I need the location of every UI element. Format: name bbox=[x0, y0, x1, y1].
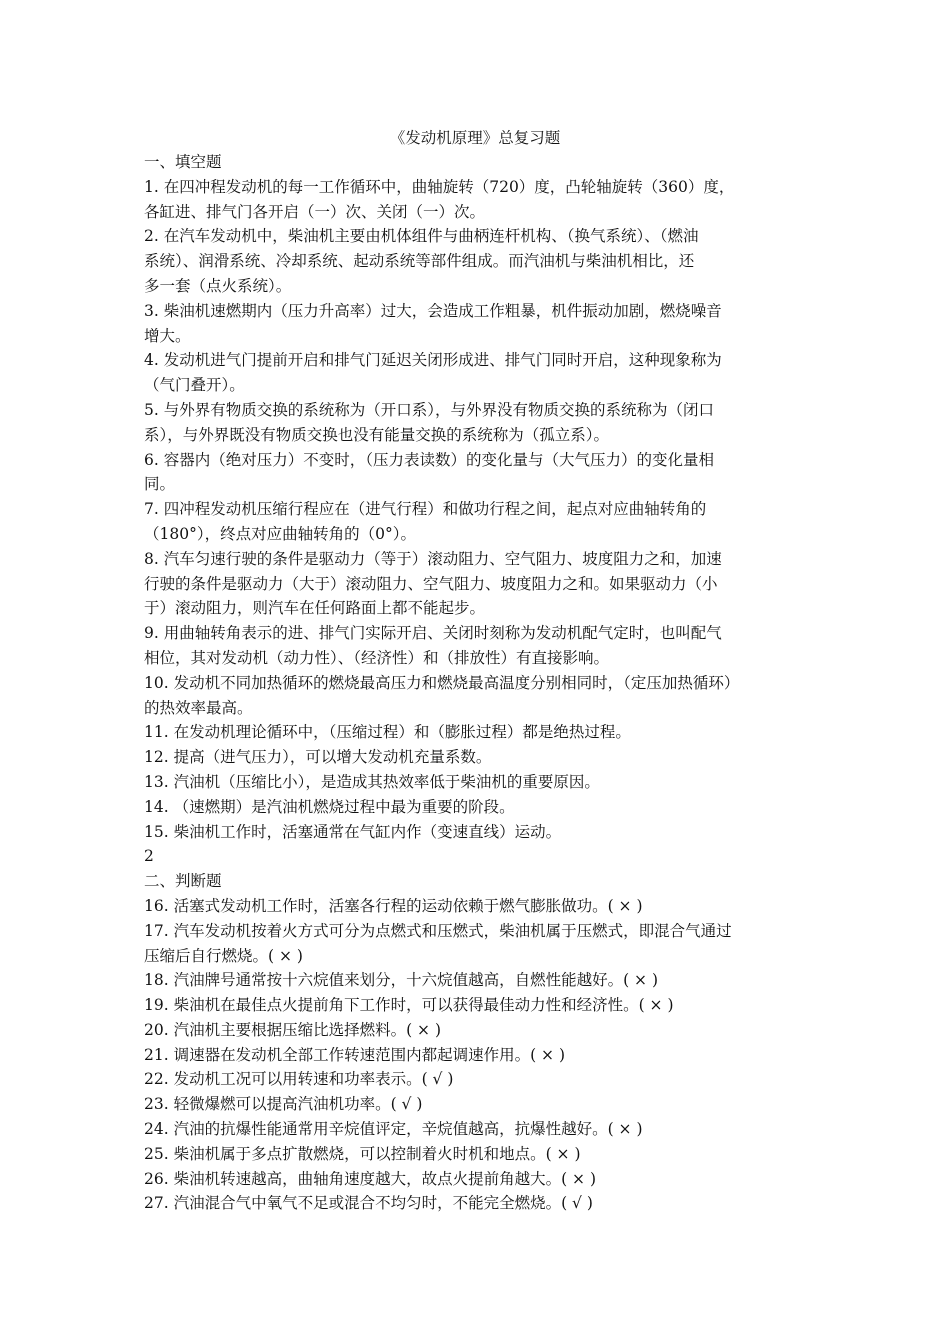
text-line: 系统）、润滑系统、冷却系统、起动系统等部件组成。而汽油机与柴油机相比，还 bbox=[144, 252, 695, 271]
document-title: 《发动机原理》总复习题 bbox=[389, 129, 561, 147]
text-line: 多一套（点火系统）。 bbox=[144, 276, 292, 295]
text-line: （气门叠开）。 bbox=[144, 376, 245, 395]
text-line: 22. 发动机工况可以用转速和功率表示。( √ ) bbox=[144, 1070, 454, 1089]
text-line: 23. 轻微爆燃可以提高汽油机功率。( √ ) bbox=[144, 1095, 423, 1114]
text-line: 20. 汽油机主要根据压缩比选择燃料。( × ) bbox=[144, 1020, 442, 1039]
section-heading-fill-blank: 一、填空题 bbox=[144, 153, 222, 171]
text-line: 系），与外界既没有物质交换也没有能量交换的系统称为（孤立系）。 bbox=[144, 425, 610, 444]
text-line: 各缸进、排气门各开启（一）次、关闭（一）次。 bbox=[144, 202, 486, 221]
text-line: 14. （速燃期）是汽油机燃烧过程中最为重要的阶段。 bbox=[144, 797, 515, 816]
text-line: 的热效率最高。 bbox=[144, 698, 253, 717]
text-line: 18. 汽油牌号通常按十六烷值来划分，十六烷值越高，自燃性能越好。( × ) bbox=[144, 971, 659, 990]
text-line: 同。 bbox=[144, 475, 176, 494]
text-line: 9. 用曲轴转角表示的进、排气门实际开启、关闭时刻称为发动机配气定时，也叫配气 bbox=[144, 624, 722, 643]
text-line: 17. 汽车发动机按着火方式可分为点燃式和压燃式，柴油机属于压燃式，即混合气通过 bbox=[144, 921, 732, 940]
text-line: 2. 在汽车发动机中，柴油机主要由机体组件与曲柄连杆机构、（换气系统）、（燃油 bbox=[144, 227, 699, 246]
text-line: 26. 柴油机转速越高，曲轴角速度越大，故点火提前角越大。( × ) bbox=[144, 1169, 597, 1188]
text-line: 3. 柴油机速燃期内（压力升高率）过大，会造成工作粗暴，机件振动加剧，燃烧噪音 bbox=[144, 301, 722, 320]
text-line: 增大。 bbox=[144, 326, 191, 345]
text-line: 15. 柴油机工作时，活塞通常在气缸内作（变速直线）运动。 bbox=[144, 822, 562, 841]
text-line: 10. 发动机不同加热循环的燃烧最高压力和燃烧最高温度分别相同时，（定压加热循环） bbox=[144, 673, 740, 692]
text-line: 8. 汽车匀速行驶的条件是驱动力（等于）滚动阻力、空气阻力、坡度阻力之和，加速 bbox=[144, 549, 722, 568]
text-line: 相位，其对发动机（动力性）、（经济性）和（排放性）有直接影响。 bbox=[144, 648, 610, 667]
text-line: 13. 汽油机（压缩比小），是造成其热效率低于柴油机的重要原因。 bbox=[144, 772, 600, 791]
text-line: 7. 四冲程发动机压缩行程应在（进气行程）和做功行程之间，起点对应曲轴转角的 bbox=[144, 500, 707, 519]
page-number-text: 2 bbox=[144, 847, 154, 866]
text-line: 19. 柴油机在最佳点火提前角下工作时，可以获得最佳动力性和经济性。( × ) bbox=[144, 996, 674, 1015]
text-line: 24. 汽油的抗爆性能通常用辛烷值评定，辛烷值越高，抗爆性越好。( × ) bbox=[144, 1120, 643, 1139]
text-line: 27. 汽油混合气中氧气不足或混合不均匀时，不能完全燃烧。( √ ) bbox=[144, 1194, 593, 1213]
text-line: 压缩后自行燃烧。( × ) bbox=[144, 946, 303, 965]
text-line: 行驶的条件是驱动力（大于）滚动阻力、空气阻力、坡度阻力之和。如果驱动力（小 bbox=[144, 574, 718, 593]
text-line: 5. 与外界有物质交换的系统称为（开口系），与外界没有物质交换的系统称为（闭口 bbox=[144, 400, 714, 419]
text-line: 21. 调速器在发动机全部工作转速范围内都起调速作用。( × ) bbox=[144, 1045, 566, 1064]
text-line: （180°），终点对应曲轴转角的（0°）。 bbox=[144, 524, 416, 543]
text-line: 6. 容器内（绝对压力）不变时，（压力表读数）的变化量与（大气压力）的变化量相 bbox=[144, 450, 714, 469]
section-heading-true-false: 二、判断题 bbox=[144, 872, 222, 891]
text-line: 于）滚动阻力，则汽车在任何路面上都不能起步。 bbox=[144, 599, 486, 618]
text-line: 25. 柴油机属于多点扩散燃烧，可以控制着火时机和地点。( × ) bbox=[144, 1144, 581, 1163]
text-line: 4. 发动机进气门提前开启和排气门延迟关闭形成进、排气门同时开启，这种现象称为 bbox=[144, 351, 722, 370]
document-body bbox=[144, 150, 794, 1216]
text-line: 1. 在四冲程发动机的每一工作循环中，曲轴旋转（720）度，凸轮轴旋转（360）度， bbox=[144, 177, 735, 196]
text-line: 16. 活塞式发动机工作时，活塞各行程的运动依赖于燃气膨胀做功。( × ) bbox=[144, 896, 643, 915]
text-line: 11. 在发动机理论循环中，（压缩过程）和（膨胀过程）都是绝热过程。 bbox=[144, 723, 631, 742]
text-line: 12. 提高（进气压力），可以增大发动机充量系数。 bbox=[144, 748, 492, 767]
